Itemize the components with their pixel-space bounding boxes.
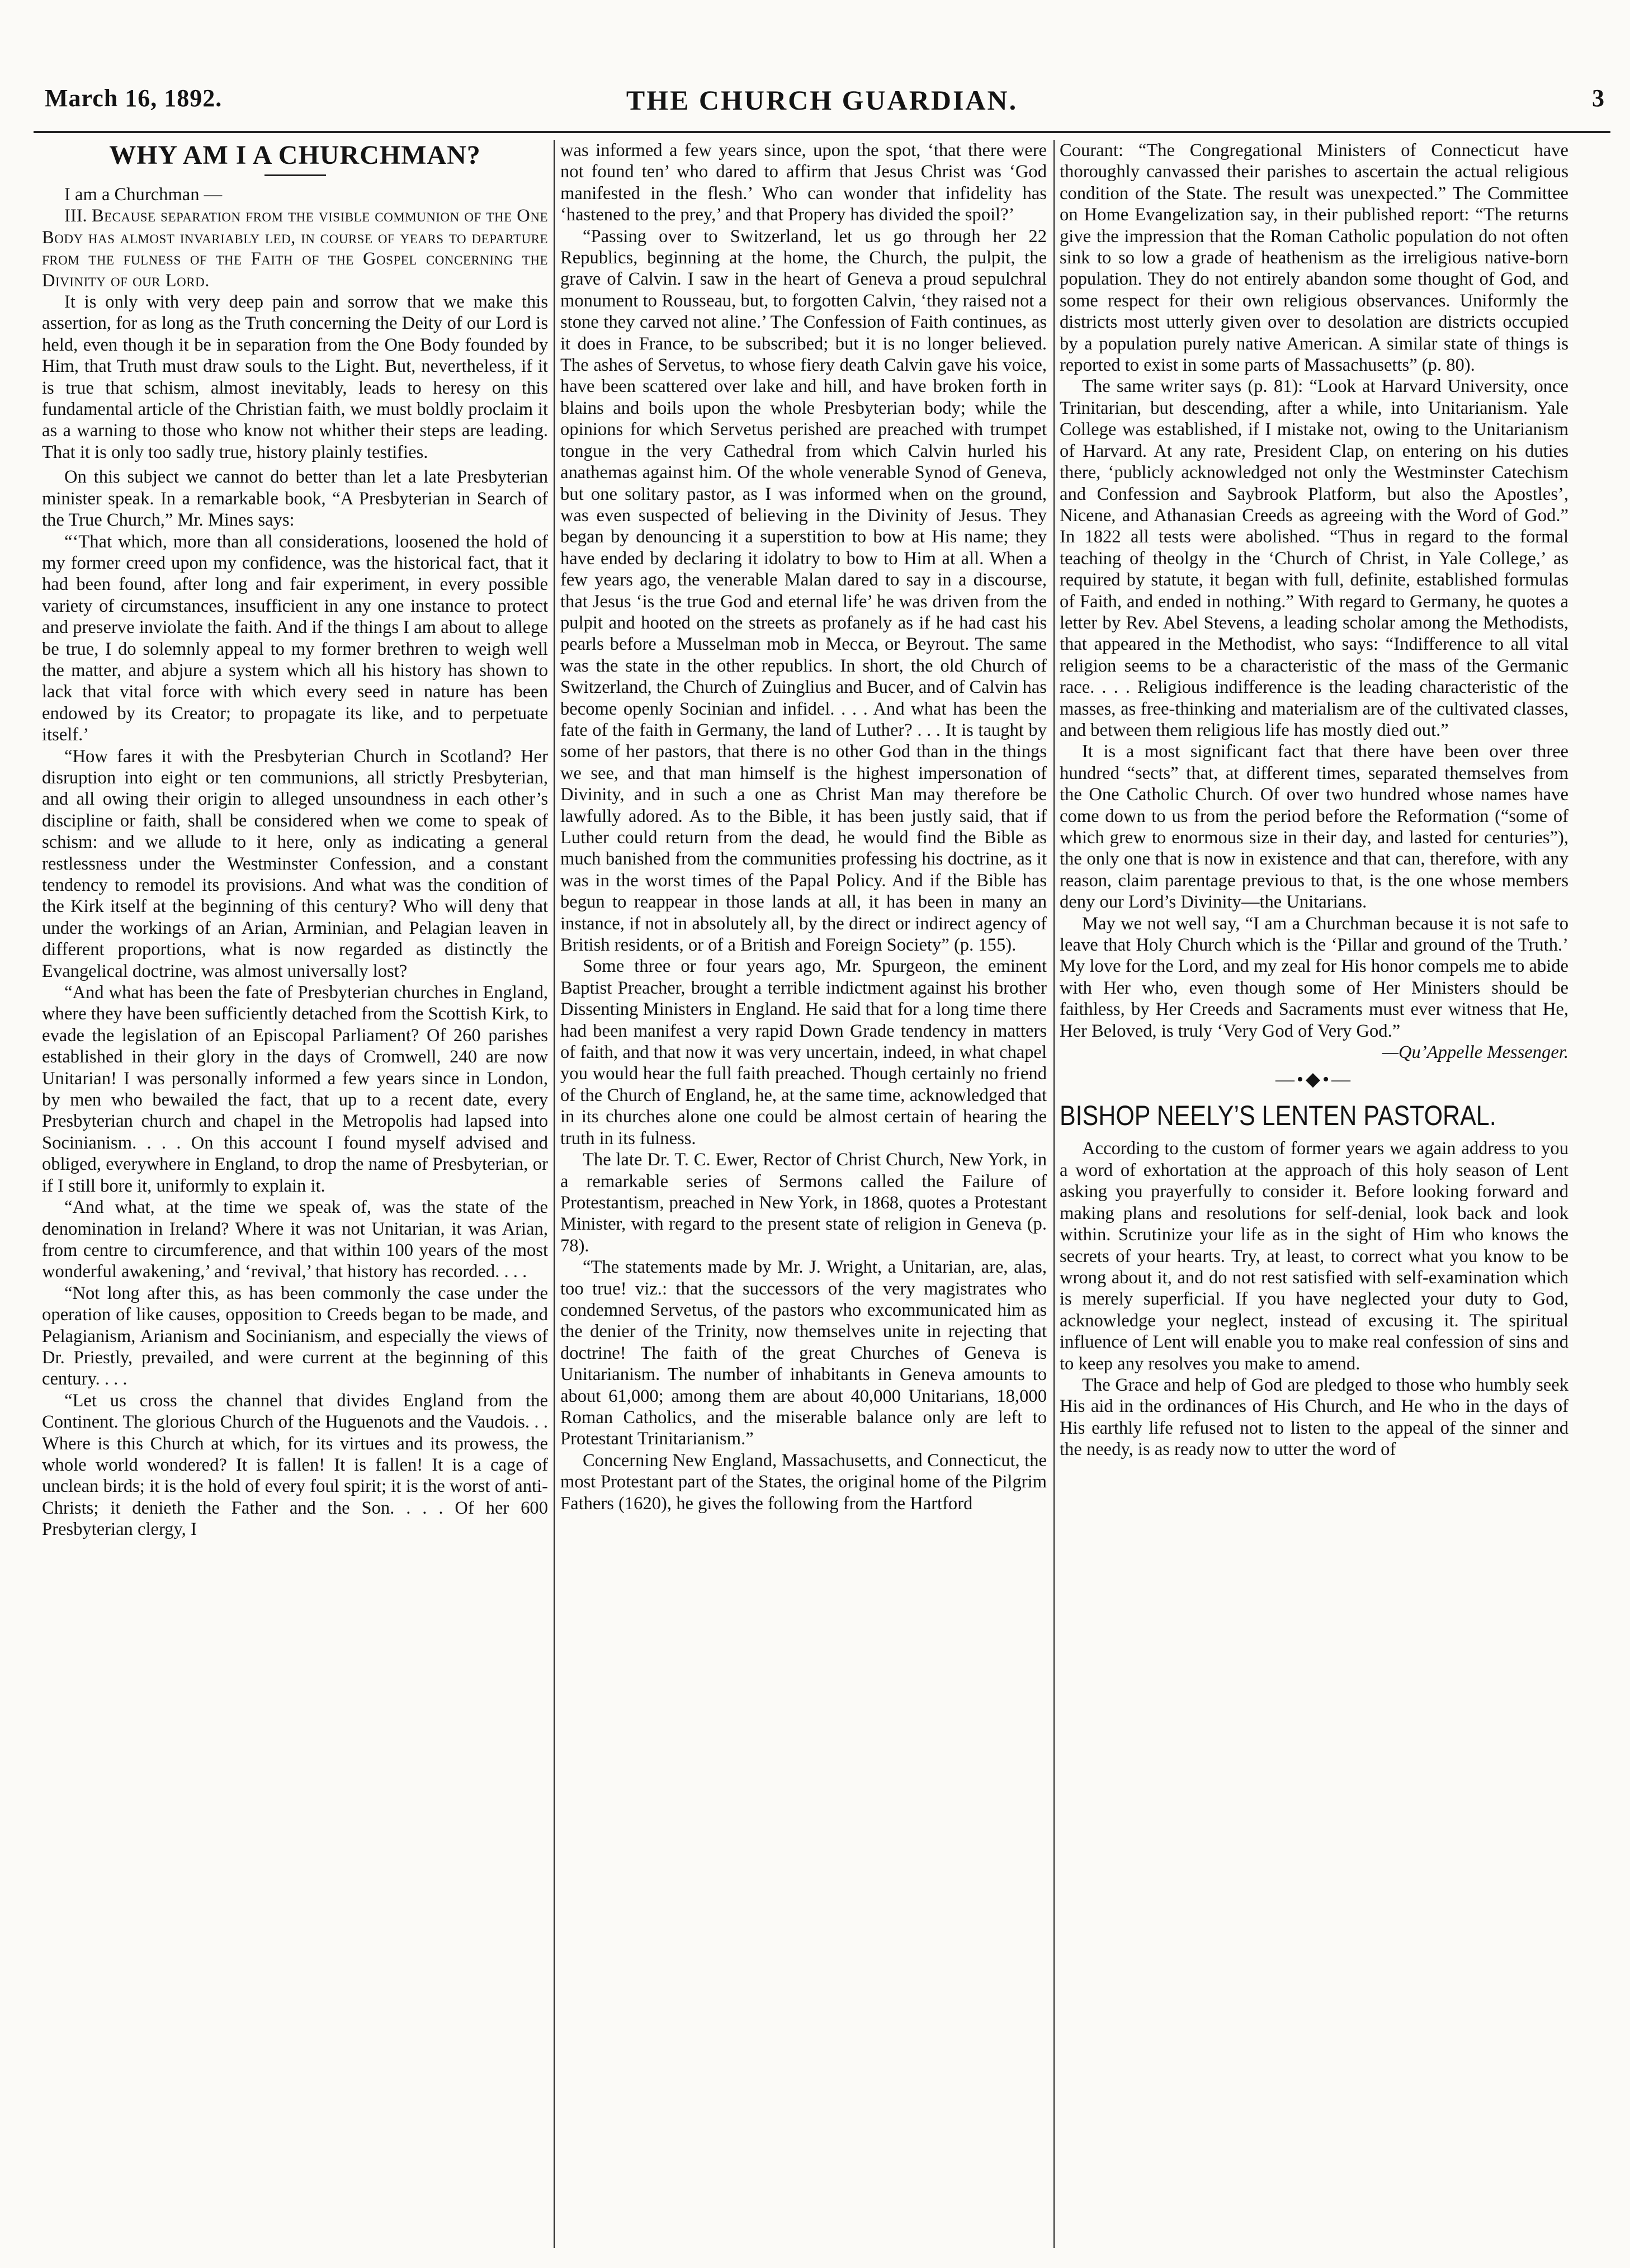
headline-rule xyxy=(264,174,326,176)
paragraph: “Let us cross the channel that divides England from the Continent. The glorious Church of the Huguenots and the Vaudois. . . Where is this Church at which, for its virtues and its prowess, the whole world wondered? It is fallen! It is fallen! It is a cage of unclean birds; it is the hold of every foul spirit; it is the worst of anti-Christs; it denieth the Father and the Son. . . . Of her 600 Presbyterian clergy, I xyxy=(42,1390,548,1540)
section-ornament: —•◆•— xyxy=(1275,1069,1353,1090)
paragraph: The same writer says (p. 81): “Look at Harvard University, once Trinitarian, but descending, after a while, into Unitarianism. Yale College was established, if I mistake not, owing to the Unitarianism of Harvard. At any rate, President Clap, on entering on his duties there, ‘publicly acknowledged not only the Westminster Catechism and Confession and Saybrook Platform, but also the Apostles’, Nicene, and Athanasian Creeds as agreeing with the Word of God.” In 1822 all tests were abolished. “Thus in regard to the formal teaching of theolgy in the ‘Church of Christ, in Yale College,’ as required by statute, it began with full, definite, established formulas of Faith, and ended in nothing.” With regard to Germany, he quotes a letter by Rev. Abel Stevens, a leading scholar among the Methodists, that appeared in the Methodist, who says: “Indifference to all vital religion seems to be a characteristic of the mass of the Germanic race. . . . Religious indifference is the leading characteristic of the masses, as free-thinking and materialism are of the cultivated classes, and between them religious life has mostly died out.” xyxy=(1060,376,1568,740)
article-headline: WHY AM I A CHURCHMAN? xyxy=(109,140,481,170)
masthead-rule xyxy=(34,131,1610,133)
paragraph: May we not well say, “I am a Churchman because it is not safe to leave that Holy Church which is the ‘Pillar and ground of the Truth.’ My love for the Lord, and my zeal for His honor compels me to abide with Her who, even though some of Her Ministers should be faithless, by Her Creeds and Sacraments must ever witness that He, Her Beloved, is truly ‘Very God of Very God.” xyxy=(1060,913,1568,1041)
column-divider xyxy=(1053,140,1055,2248)
article-lead: I am a Churchman — xyxy=(64,185,223,205)
paragraph: It is a most significant fact that there have been over three hundred “sects” that, at different times, separated themselves from the One Catholic Church. Of over two hundred whose names have come down to us from the period before the Reformation (“some of which grew to enormous size in their day, and lasted for centuries”), the only one that is now in existence and that can, therefore, with any reason, claim parentage previous to that, is the one whose members deny our Lord’s Divinity—the Unitarians. xyxy=(1060,741,1568,913)
column-2 xyxy=(560,140,1047,2242)
article-point xyxy=(42,205,548,291)
page-number: 3 xyxy=(1592,84,1605,112)
paragraph: “And what has been the fate of Presbyterian churches in England, where they have been sufficiently detached from the Scottish Kirk, to evade the legislation of an Episcopal Parliament? Of 260 parishes established in their glory in the days of Cromwell, 240 are now Unitarian! I was personally informed a few years since in London, by men who bewailed the fact, that up to a recent date, every Presbyterian church and chapel in the Metropolis had lapsed into Socinianism. . . . On this account I found myself advised and obliged, everywhere in England, to drop the name of Presbyterian, or if I still bore it, uniformly to explain it. xyxy=(42,982,548,1196)
newspaper-title: THE CHURCH GUARDIAN. xyxy=(626,84,1018,116)
paragraph: The late Dr. T. C. Ewer, Rector of Christ Church, New York, in a remarkable series of Sermons called the Failure of Protestantism, preached in New York, in 1868, quotes a Protestant Minister, with regard to the present state of religion in Geneva (p. 78). xyxy=(560,1150,1047,1256)
paragraph: “And what, at the time we speak of, was the state of the denomination in Ireland? Where it was not Unitarian, it was Arian, from centre to circumference, and that within 100 years of the most wonderful awakening,’ and ‘revival,’ that history has recorded. . . . xyxy=(42,1197,548,1282)
column-3 xyxy=(1060,140,1568,2242)
issue-date: March 16, 1892. xyxy=(45,84,223,112)
paragraph: According to the custom of former years we again address to you a word of exhortation at the approach of this holy season of Lent asking you prayerfully to consider it. Before looking forward and making plans and resolutions for self-denial, look back and look within. Scrutinize your life as in the sight of Him who knows the secrets of your hearts. Try, at least, to correct what you know to be wrong about it, and do not rest satisfied with self-examination which is merely superficial. If you have neglected your duty to God, acknowledge your neglect, instead of excusing it. The spiritual influence of Lent will enable you to make real confession of sins and to keep any resolves you make to amend. xyxy=(1060,1138,1568,1374)
paragraph: was informed a few years since, upon the spot, ‘that there were not found ten’ who dared to affirm that Jesus Christ was ‘God manifested in the flesh.’ Who can wonder that infidelity has ‘hastened to the prey,’ and that Propery has divided the spoil?’ xyxy=(560,140,1047,225)
article-source xyxy=(1060,1042,1568,1063)
paragraph: Some three or four years ago, Mr. Spurgeon, the eminent Baptist Preacher, brought a terrible indictment against his brother Dissenting Ministers in England. He said that for a long time there had been manifest a very rapid Down Grade tendency in matters of faith, and that now it was very uncertain, indeed, in what chapel you would hear the full faith preached. Though certainly no friend of the Church of England, he, at the same time, acknowledged that in its churches alone one could be almost certain of hearing the truth in its fulness. xyxy=(560,956,1047,1149)
paragraph: On this subject we cannot do better than let a late Presbyterian minister speak. In a remarkable book, “A Presbyterian in Search of the True Church,” Mr. Mines says: xyxy=(42,467,548,531)
point-body: Because separation from the visible communion of the One Body has almost invariably led, in course of years to departure from the fulness of the Faith of the Gospel concerning the Divinity of our Lord. xyxy=(42,206,548,291)
paragraph: Concerning New England, Massachusetts, and Connecticut, the most Protestant part of the States, the original home of the Pilgrim Fathers (1620), he gives the following from the Hartford xyxy=(560,1450,1047,1514)
column-1 xyxy=(42,140,548,2242)
paragraph: “Not long after this, as has been commonly the case under the operation of like causes, opposition to Creeds began to be made, and Pelagianism, Arianism and Socinianism, and especially the views of Dr. Priestly, prevailed, and were current at the beginning of this century. . . . xyxy=(42,1283,548,1390)
paragraph: Courant: “The Congregational Ministers of Connecticut have thoroughly canvassed their parishes to ascertain the actual religious condition of the State. The result was unexpected.” The Committee on Home Evangelization say, in their published report: “The returns give the impression that the Roman Catholic population do not often sink to so low a grade of heathenism as the irreligious native-born population. They do not entirely abandon some thought of God, and some respect for their own religious observances. Uniformly the districts most utterly given over to desolation are districts occupied by a population purely native American. A similar state of things is reported to exist in some parts of Massachusetts” (p. 80). xyxy=(1060,140,1568,376)
column-divider xyxy=(554,140,555,2248)
paragraph: “How fares it with the Presbyterian Church in Scotland? Her disruption into eight or ten communions, all strictly Presbyterian, and all owing their origin to alleged unsoundness in each other’s discipline or faith, shall be considered when we come to speak of schism: and we allude to it here, only as indicating a general restlessness under the Westminster Confession, and a constant tendency to remodel its provisions. And what was the condition of the Kirk itself at the beginning of this century? Who will deny that under the workings of an Arian, Arminian, and Pelagian leaven in different proportions, what is now regarded as distinctly the Evangelical doctrine, was almost universally lost? xyxy=(42,746,548,981)
point-number: III. xyxy=(64,206,87,226)
paragraph: “‘That which, more than all considerations, loosened the hold of my former creed upon my confidence, was the historical fact, that it had been found, after long and fair experiment, in every possible variety of circumstances, insufficient in any one instance to protect and preserve inviolate the faith. And if the things I am about to allege be true, I do solemnly appeal to my former brethren to weigh well the matter, and abjure a system which all his history has shown to lack that vital force with which every seed in nature has been endowed by its Creator; to propagate its like, and to perpetuate itself.’ xyxy=(42,531,548,745)
paragraph: “The statements made by Mr. J. Wright, a Unitarian, are, alas, too true! viz.: that the successors of the very magistrates who condemned Servetus, of the pastors who excommunicated him as the denier of the Trinity, now themselves unite in rejecting that doctrine! The faith of the great Churches of Geneva is Unitarianism. The number of inhabitants in Geneva amounts to about 61,000; among them are about 40,000 Unitarians, 18,000 Roman Catholics, and the miserable balance only are left to Protestant Trinitarianism.” xyxy=(560,1257,1047,1449)
paragraph: “Passing over to Switzerland, let us go through her 22 Republics, beginning at the home, the Church, the pulpit, the grave of Calvin. I saw in the heart of Geneva a proud sepulchral monument to Rousseau, but, to forgotten Calvin, ‘they raised not a stone they carved not aline.’ The Confession of Faith continues, as it does in France, to be subscribed; but it is no longer believed. The ashes of Servetus, to whose fiery death Calvin gave his voice, have been scattered over lake and hill, and have broken forth in blains and boils upon the whole Presbyterian body; while the opinions for which Servetus perished are preached with trumpet tongue in the very Cathedral from which Calvin hurled his anathemas against him. Of the whole venerable Synod of Geneva, but one solitary pastor, as I was informed when on the ground, was even suspected of believing in the Divinity of Jesus. They began by denouncing it a superstition to bow at His name; they have ended by declaring it idolatry to bow to Him at all. When a few years ago, the venerable Malan dared to say in a discourse, that Jesus ‘is the true God and eternal life’ he was driven from the pulpit and hooted on the streets as profanely as if he had cast his pearls before a Musselman mob in Mecca, or Beyrout. The same was the state in the other republics. In short, the old Church of Switzerland, the Church of Zuinglius and Bucer, and of Calvin has become openly Socinian and infidel. . . . And what has been the fate of the faith in Germany, the land of Luther? . . . It is taught by some of her pastors, that there is no other God than in the things we see, and that man himself is the highest impersonation of Divinity, and in such a one as Christ Man may therefore be lawfully adored. As to the Bible, it has been justly said, that if Luther could return from the dead, he would find the Bible as much banished from the communities professing his doctrine, as it was in the worst times of the Papal Policy. And if the Bible has begun to reappear in those lands at all, it has been in many an instance, if not in absolutely all, by the direct or indirect agency of British residents, or of a British and Foreign Society” (p. 155). xyxy=(560,226,1047,956)
masthead xyxy=(34,84,1610,123)
paragraph: The Grace and help of God are pledged to those who humbly seek His aid in the ordinances of His Church, and He who in the days of His earthly life refused not to listen to the appeal of the sinner and the needy, is as ready now to utter the word of xyxy=(1060,1374,1568,1460)
article-headline: BISHOP NEELY’S LENTEN PASTORAL. xyxy=(1060,1100,1496,1132)
paragraph: It is only with very deep pain and sorrow that we make this assertion, for as long as the Truth concerning the Deity of our Lord is held, even though it be in separation from the One Body founded by Him, that Truth must draw souls to the Light. But, nevertheless, if it is true that schism, almost inevitably, leads to heresy on this fundamental article of the Christian faith, we must boldly proclaim it as a warning to those who know not whither their steps are leading. That it is only too sadly true, history plainly testifies. xyxy=(42,292,548,462)
source-credit: —Qu’Appelle Messenger. xyxy=(1382,1042,1568,1063)
